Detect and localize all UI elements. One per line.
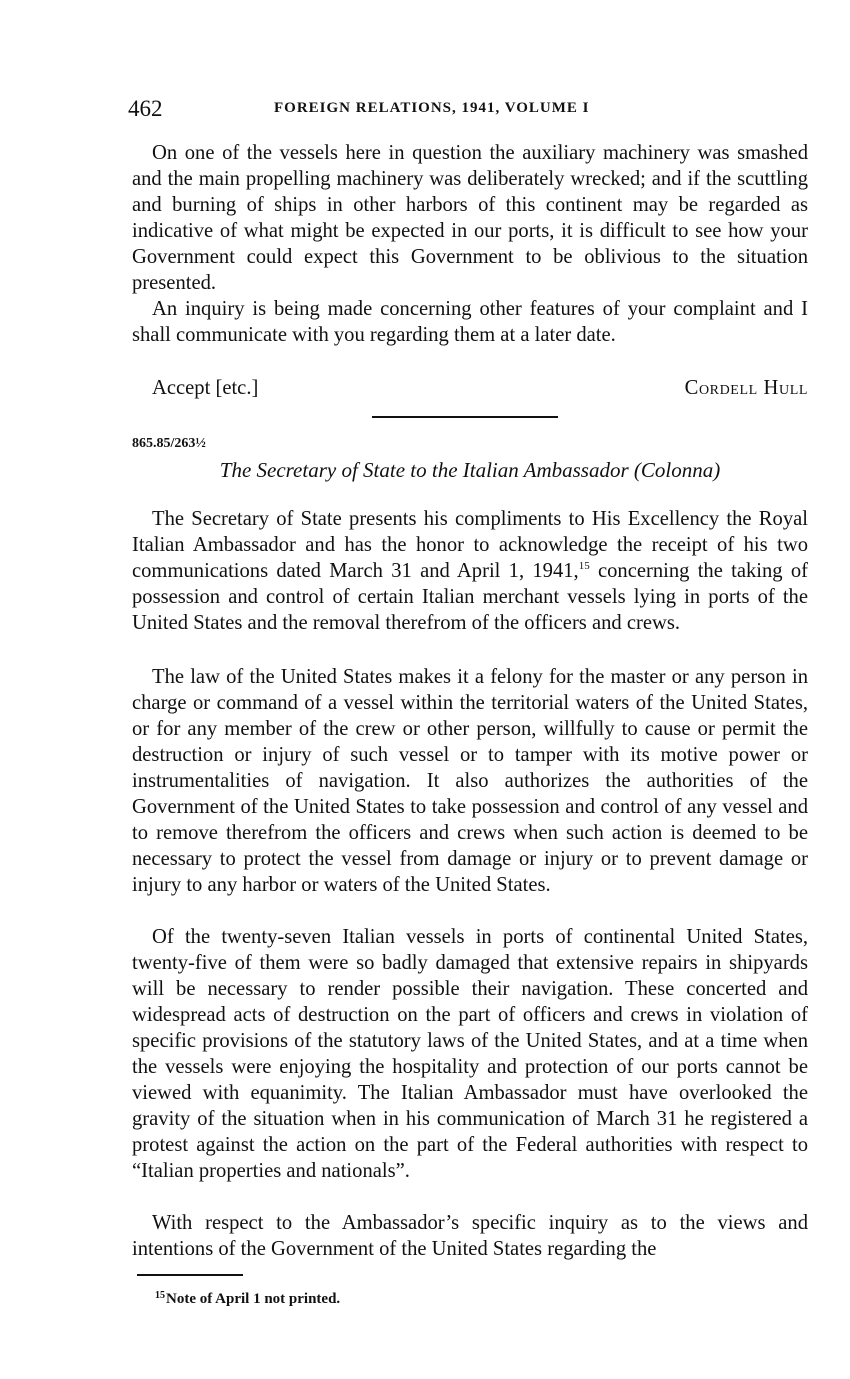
document-paragraph-2: The law of the United States makes it a felony for the master or any person in charge or command of a vessel within the territorial waters of the United States, or for any member of the crew or other person, willfully to cause or permit the destruction or injury of such vessel or to tamper with its motive power or instrumentalities of navigation. It also authorizes the authorities of the Government of the United States to take possession and control of any vessel and to remove therefrom the officers and crews when such action is deemed to be necessary to protect the vessel from damage or injury or to prevent damage or injury to any harbor or waters of the United States. [132, 666, 808, 896]
file-number: 865.85/263½ [132, 436, 206, 451]
footnote-reference: 15 [578, 560, 590, 572]
letter-paragraph-2: An inquiry is being made concerning other features of your complaint and I shall communicate with you regarding them at a later date. [132, 298, 808, 346]
document-heading: The Secretary of State to the Italian Ambassador (Colonna) [219, 458, 721, 482]
footnote-text: Note of April 1 not printed. [166, 1291, 341, 1307]
document-paragraph-4: With respect to the Ambassador’s specific inquiry as to the views and intentions of the Government of the United States regarding the [132, 1212, 808, 1260]
section-divider [372, 416, 558, 418]
letter-closing: Accept [etc.] [152, 377, 259, 399]
footnote-mark: 15 [155, 1290, 165, 1301]
paragraph-1-text: The Secretary of State presents his compliments to His Excellency the Royal Italian Ambassador and has the honor to acknowledge the receipt of his two communications dated March 31 and April 1, 1941, [132, 508, 808, 582]
running-title: FOREIGN RELATIONS, 1941, VOLUME I [274, 100, 590, 116]
footnote [155, 1290, 340, 1308]
running-head [128, 96, 808, 126]
document-paragraph-3: Of the twenty-seven Italian vessels in ports of continental United States, twenty-five of them were so badly damaged that extensive repairs in shipyards will be necessary to render possible their navigation. These concerted and widespread acts of destruction on the part of officers and crews in violation of specific provisions of the statutory laws of the United States, and at a time when the vessels were enjoying the hospitality and protection of our ports cannot be viewed with equanimity. The Italian Ambassador must have overlooked the gravity of the situation when in his communication of March 31 he registered a protest against the action on the part of the Federal authorities with respect to “Italian properties and nationals”. [132, 926, 808, 1182]
letter-closing-row [132, 377, 808, 403]
document-paragraph-1 [132, 506, 808, 636]
letter-paragraph-1: On one of the vessels here in question the auxiliary machinery was smashed and the main propelling machinery was deliberately wrecked; and if the scuttling and burning of ships in other harbors of this continent may be regarded as indicative of what might be expected in our ports, it is difficult to see how your Government could expect this Government to be oblivious to the situation presented. [132, 142, 808, 294]
footnote-divider [137, 1274, 243, 1276]
letter-signature: Cordell Hull [684, 377, 808, 399]
page-number: 462 [128, 96, 163, 121]
paragraph-1-tail: concerning the taking of possession and control of certain Italian merchant vessels lying in ports of the United States and the removal therefrom of the officers and crews. [132, 560, 808, 634]
